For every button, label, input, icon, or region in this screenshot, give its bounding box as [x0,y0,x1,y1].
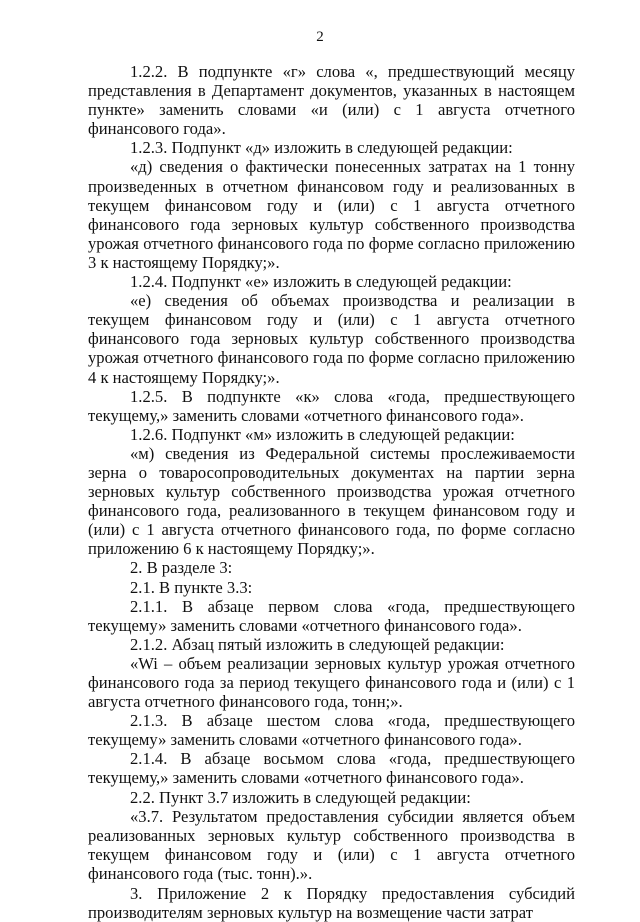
paragraph-2-1-2: 2.1.2. Абзац пятый изложить в следующей редакции: [130,634,505,654]
paragraph-1-2-4: 1.2.4. Подпункт «е» изложить в следующей редакции: [130,272,512,292]
paragraph-wi-definition: «Wi – объем реализации зерновых культур урожая отчетного финансового года за период текущего финансового года и (или) с 1 августа отчетного финансового года, тонн;». [88,653,575,712]
paragraph-2-1: 2.1. В пункте 3.3: [130,577,253,597]
page-number: 2 [316,29,324,45]
paragraph-1-2-3: 1.2.3. Подпункт «д» изложить в следующей редакции: [130,138,513,158]
paragraph-2-1-3: 2.1.3. В абзаце шестом слова «года, предшествующего текущему» заменить словами «отчетного финансового года». [88,711,575,750]
paragraph-2-1-4: 2.1.4. В абзаце восьмом слова «года, предшествующего текущему,» заменить словами «отчетного финансового года». [88,749,575,788]
paragraph-3: 3. Приложение 2 к Порядку предоставления субсидий производителям зерновых культур на возмещение части затрат [88,884,575,922]
paragraph-1-2-6: 1.2.6. Подпункт «м» изложить в следующей редакции: [130,424,515,444]
paragraph-subpoint-m: «м) сведения из Федеральной системы прослеживаемости зерна о товаросопроводительных документах на партии зерна зерновых культур собственного производства урожая отчетного финансового года, реализованного в текущем финансовом году и (или) с 1 августа отчетного финансового года, по форме согласно приложению 6 к настоящему Порядку;». [88,443,575,559]
paragraph-2-1-1: 2.1.1. В абзаце первом слова «года, предшествующего текущему» заменить словами «отчетного финансового года». [88,596,575,635]
paragraph-subpoint-d: «д) сведения о фактически понесенных затратах на 1 тонну произведенных в отчетном финансовом году и реализованных в текущем финансовом году и (или) с 1 августа отчетного финансового года зерновых культур собственного производства урожая отчетного финансового года по форме согласно приложению 3 к настоящему Порядку;». [88,157,575,272]
paragraph-1-2-5: 1.2.5. В подпункте «к» слова «года, предшествующего текущему,» заменить словами «отчетного финансового года». [88,386,575,425]
document-body [88,62,575,922]
paragraph-3-7: «3.7. Результатом предоставления субсидии является объем реализованных зерновых культур собственного производства в текущем финансовом году и (или) с 1 августа отчетного финансового года (тыс. тонн).». [88,806,575,883]
paragraph-subpoint-e: «е) сведения об объемах производства и реализации в текущем финансовом году и (или) с 1 августа отчетного финансового года зерновых культур собственного производства урожая отчетного финансового года по форме согласно приложению 4 к настоящему Порядку;». [88,291,575,387]
paragraph-1-2-2: 1.2.2. В подпункте «г» слова «, предшествующий месяцу представления в Департамент документов, указанных в настоящем пункте» заменить словами «и (или) с 1 августа отчетного финансового года». [88,62,575,139]
paragraph-2: 2. В разделе 3: [130,558,233,578]
paragraph-2-2: 2.2. Пункт 3.7 изложить в следующей редакции: [130,787,471,807]
